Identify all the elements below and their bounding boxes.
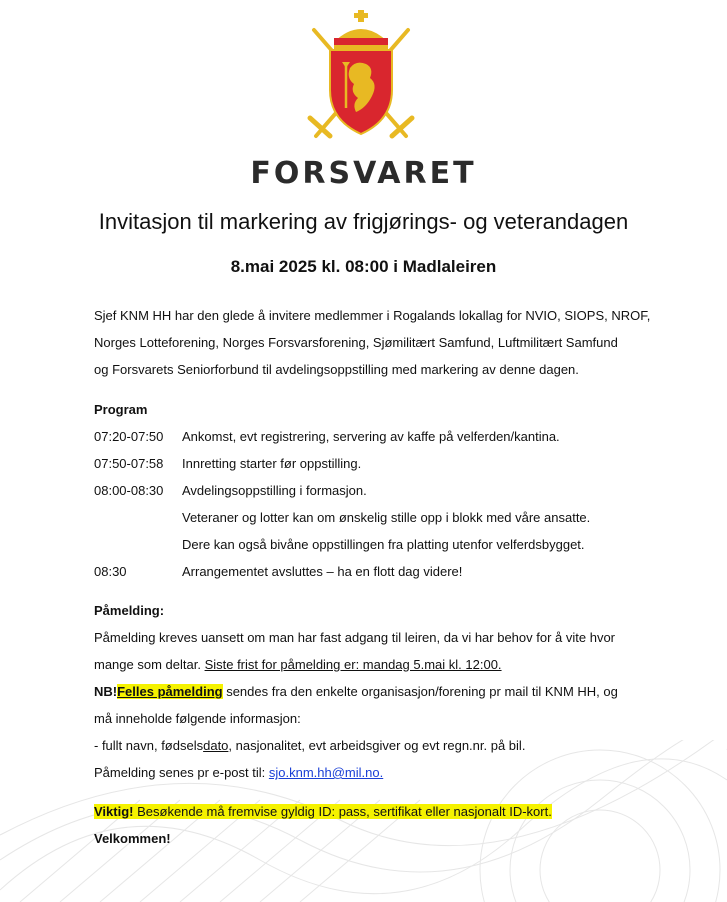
program-item-2 xyxy=(94,455,361,473)
event-subtitle: 8.mai 2025 kl. 08:00 i Madlaleiren xyxy=(230,257,497,276)
program-item-5 xyxy=(94,536,585,554)
program-item-3 xyxy=(94,482,367,500)
registration-email-line xyxy=(94,764,383,782)
program-time: 07:50-07:58 xyxy=(94,456,164,471)
program-text: Veteraner og lotter kan om ønskelig stille opp i blokk med våre ansatte. xyxy=(182,510,591,525)
registration-line-2 xyxy=(94,656,502,674)
program-text: Dere kan også bivåne oppstillingen fra platting utenfor velferdsbygget. xyxy=(182,537,585,552)
registration-text: mange som deltar. xyxy=(94,657,205,672)
email-link[interactable]: sjo.knm.hh@mil.no. xyxy=(268,765,384,780)
program-item-6 xyxy=(94,563,462,581)
notice-line xyxy=(94,803,552,821)
program-item-4 xyxy=(94,509,590,527)
notice-text: Besøkende må fremvise gyldig ID: pass, sertifikat eller nasjonalt ID-kort. xyxy=(133,804,552,819)
nb-text: sendes fra den enkelte organisasjon/forening pr mail til KNM HH, og xyxy=(222,684,618,699)
registration-line-4: må inneholde følgende informasjon: xyxy=(94,711,301,726)
registration-heading: Påmelding: xyxy=(94,603,165,618)
page-title: Invitasjon til markering av frigjørings- og veterandagen xyxy=(98,209,629,234)
joint-registration-highlight: Felles påmelding xyxy=(117,684,223,699)
program-time: 08:00-08:30 xyxy=(94,483,164,498)
forsvaret-emblem xyxy=(306,8,416,146)
program-heading: Program xyxy=(94,402,148,417)
registration-line-1: Påmelding kreves uansett om man har fast adgang til leiren, da vi har behov for å vite hvor xyxy=(94,630,616,645)
program-text: Innretting starter før oppstilling. xyxy=(182,456,362,471)
intro-line-2: Norges Lotteforening, Norges Forsvarsforening, Sjømilitært Samfund, Luftmilitært Samfund xyxy=(94,335,618,350)
intro-line-1: Sjef KNM HH har den glede å invitere medlemmer i Rogalands lokallag for NVIO, SIOPS, NROF, xyxy=(94,308,651,323)
program-time: 07:20-07:50 xyxy=(94,429,164,444)
program-text: Arrangementet avsluttes – ha en flott dag videre! xyxy=(182,564,463,579)
program-text: Ankomst, evt registrering, servering av kaffe på velferden/kantina. xyxy=(182,429,560,444)
intro-line-3: og Forsvarets Seniorforbund til avdelingsoppstilling med markering av denne dagen. xyxy=(94,362,579,377)
registration-nb-line xyxy=(94,683,618,701)
info-underlined: dato xyxy=(203,738,229,753)
program-item-1 xyxy=(94,428,560,446)
wordmark: FORSVARET xyxy=(250,156,477,191)
nb-label: NB! xyxy=(94,684,118,699)
info-text: - fullt navn, fødsels xyxy=(94,738,204,753)
registration-deadline: Siste frist for påmelding er: mandag 5.mai kl. 12:00. xyxy=(204,657,502,672)
program-text: Avdelingsoppstilling i formasjon. xyxy=(182,483,367,498)
closing-text: Velkommen! xyxy=(94,831,171,846)
email-label: Påmelding senes pr e-post til: xyxy=(94,765,269,780)
notice-label: Viktig! xyxy=(94,804,134,819)
info-text-rest: , nasjonalitet, evt arbeidsgiver og evt regn.nr. på bil. xyxy=(228,738,526,753)
program-time: 08:30 xyxy=(94,564,127,579)
registration-info-line xyxy=(94,737,525,755)
